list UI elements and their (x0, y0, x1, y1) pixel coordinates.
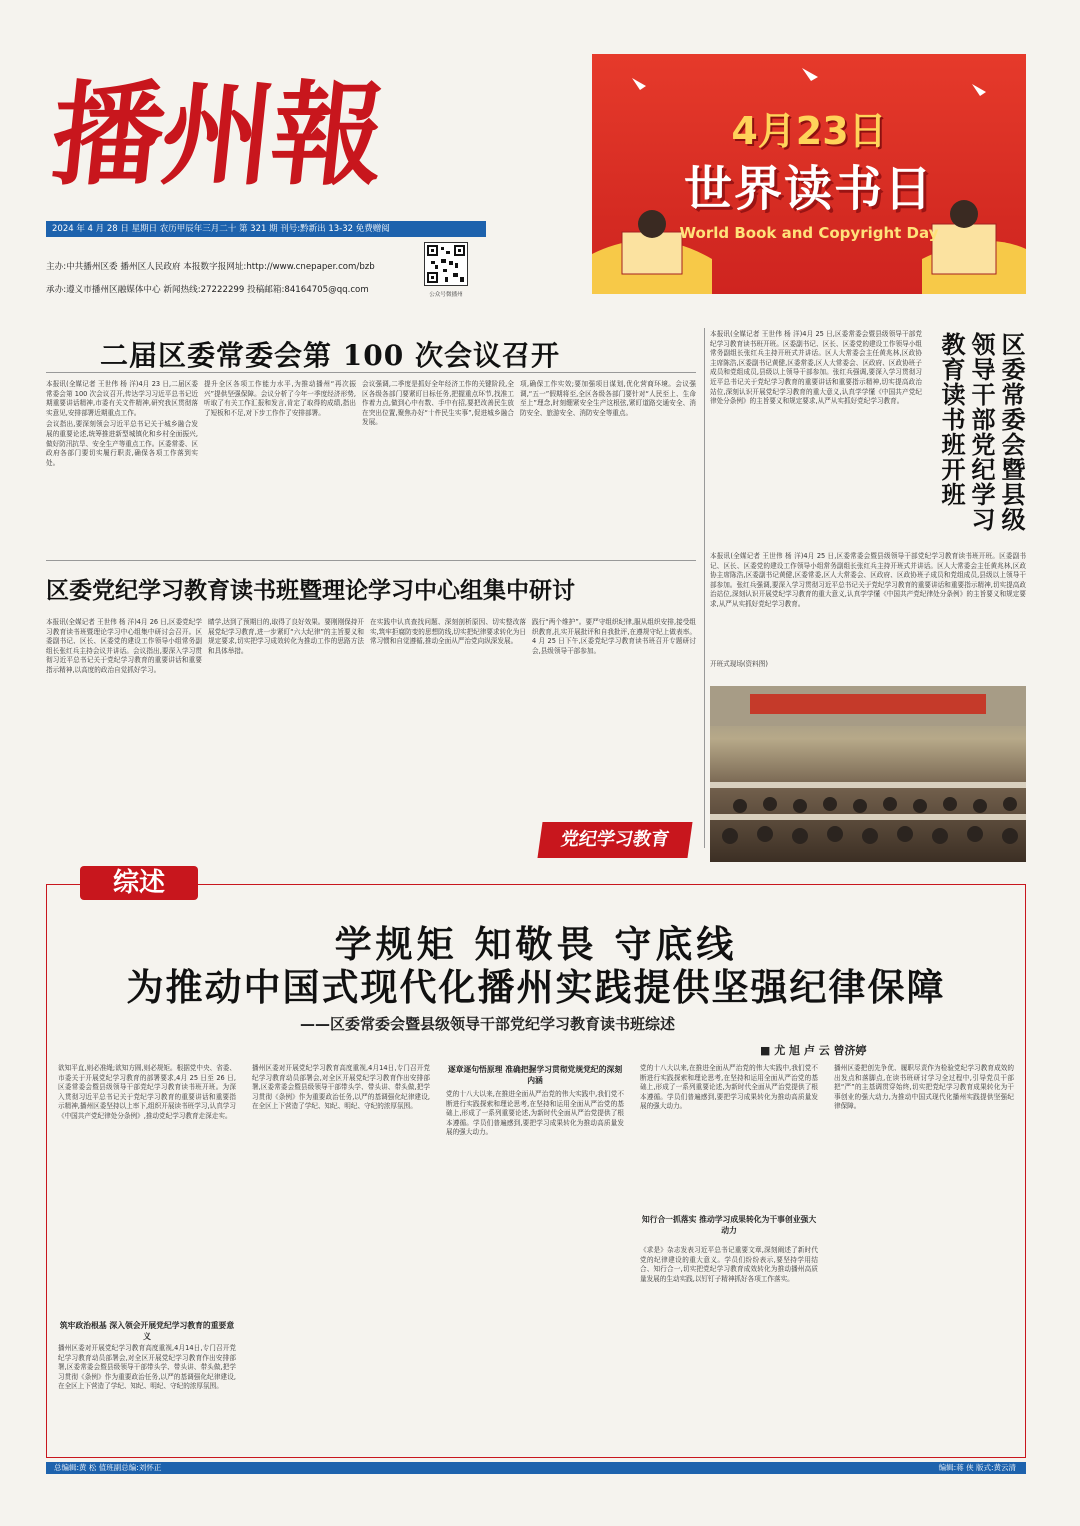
article2-vertical-title: 区委常委会暨县级领导干部党纪学习教育读书班开班 (937, 332, 1026, 532)
article3-col3: 在实践中认真查找问题、深刻剖析原因、切实整改落实,筑牢拒腐防变的思想防线,切实把纪律要求转化为日常习惯和自觉遵循,推动全面从严治党向纵深发展。 (370, 618, 526, 646)
photo-caption: 开班式现场(资料图) (710, 660, 768, 668)
summary-subhead2: 逐章逐句悟原理 准确把握学习贯彻党规党纪的深刻内涵 (447, 1065, 623, 1085)
article3-headline: 区委党纪学习教育读书班暨理论学习中心组集中研讨 (46, 577, 575, 604)
issue-info-bar: 2024 年 4 月 28 日 星期日 农历甲辰年三月二十 第 321 期 刊号:黔新出 13-32 免费赠阅 (46, 221, 486, 237)
summary-byline: ■ 尤 旭 卢 云 曾济婷 (760, 1044, 867, 1057)
summary-tab: 综述 (80, 866, 198, 900)
summary-subtitle: ——区委常委会暨县级领导干部党纪学习教育读书班综述 (300, 1015, 676, 1033)
article2-text-cont: 本报讯(全媒记者 王世伟 杨 洋)4月 25 日,区委常委会暨县级领导干部党纪学习教育读书班开班。区委副书记、区长、区委党的建设工作领导小组常务副组长张红兵主持开班式并讲话。区人大常委会主任黄兆林,区政协主席陈浩,区委副书记黄健,区委常委,区人大常委会、区政府、区政协班子成员和党组成员,县级以上领导干部参加。张红兵强调,要深入学习贯彻习近平总书记关于党纪学习教育的重要讲话和重要指示精神,切实提高政治站位,深刻认识开展党纪学习教育的重大意义,认真学学懂《中国共产党纪律处分条例》的主旨要义和规定要求,从严从实抓好党纪学习教育。 (710, 552, 1026, 608)
footer-bar (46, 1462, 1026, 1474)
article3-col1: 本报讯(全媒记者 王世伟 杨 洋)4月 26 日,区委党纪学习教育读书班暨理论学习中心组集中研讨会召开。区委副书记、区长、区委党的建设工作领导小组常务副组长张红兵主持会议并讲话。会议指出,要深入学习贯彻习近平总书记关于党纪学习教育的重要讲话和重要指示精神,以高度的政治自觉抓好学习。 (46, 618, 202, 674)
article1-headline: 二届区委常委会第 100 次会议召开 (100, 339, 560, 372)
summary-title2: 为推动中国式现代化播州实践提供坚强纪律保障 (126, 965, 946, 1009)
banner-title: 世界读书日 (683, 161, 934, 217)
summary-col5: 播州区委把创先争优、履职尽责作为检验党纪学习教育成效的出发点和落脚点,在读书班研讨学习全过程中,引导党员干部把“严”的主基调贯穿始终,切实把党纪学习教育成果转化为干事创业的强大动力,为推动中国式现代化播州实践提供坚强纪律保障。 (834, 1064, 1014, 1111)
meeting-photo (710, 686, 1026, 862)
summary-col4: 《求是》杂志发表习近平总书记重要文章,深刻阐述了新时代党的纪律建设的重大意义。学员们纷纷表示,要坚持学用结合、知行合一,切实把党纪学习教育成效转化为推动播州高质量发展的生动实践,以钉钉子精神抓好各项工作落实。 (640, 1246, 818, 1283)
divider (46, 560, 696, 561)
meeting-photo-icon (710, 686, 1026, 862)
article1-col1: 本报讯(全媒记者 王世伟 杨 洋)4月 23 日,二届区委常委会第 100 次会议召开,传达学习习近平总书记近期重要讲话精神,市委有关文件精神,研究我区贯彻落实意见,安排部署近期重点工作。 会议指出,要深刻领会习近平总书记关于城乡融合发展的重要论述,统筹推进新型城镇化和乡村全面振兴,做好防汛抗旱、安全生产等重点工作。区委常委、区政府各部门要切实履行职责,确保各项工作落到实处。 (46, 380, 198, 467)
publisher-line: 承办:遵义市播州区融媒体中心 新闻热线:27222299 投稿邮箱:84164705@qq.com (46, 285, 369, 295)
article1-col2: 提升全区各项工作能力水平,为推动播州“再次振兴”提供坚强保障。会议分析了今年一季度经济形势,听取了有关工作汇报和发言,肯定了取得的成绩,指出了短板和不足,对下步工作作了安排部署。 (204, 380, 356, 417)
summary-col2: 播州区委对开展党纪学习教育高度重视,4月14日,专门召开党纪学习教育动员部署会,对全区开展党纪学习教育作出安排部署,区委常委会暨县级领导干部带头学、带头讲、带头做,把学习贯彻《条例》作为重要政治任务,以严的基调强化纪律建设,在全区上下营造了学纪、知纪、明纪、守纪的浓厚氛围。 (252, 1064, 430, 1111)
qr-code-icon (425, 243, 467, 285)
banner-english: World Book and Copyright Day (679, 224, 939, 242)
newspaper-logo: 播州報 (45, 70, 389, 201)
discipline-stamp: 党纪学习教育 (537, 822, 692, 858)
summary-col1b: 播州区委对开展党纪学习教育高度重视,4月14日,专门召开党纪学习教育动员部署会,对全区开展党纪学习教育作出安排部署,区委常委会暨县级领导干部带头学、带头讲、带头做,把学习贯彻《条例》作为重要政治任务,以严的基调强化纪律建设,在全区上下营造了学纪、知纪、明纪、守纪的浓厚氛围。 (58, 1344, 236, 1391)
footer-editors: 总编辑:黄 松 值班副总编:刘怀正 (54, 1463, 162, 1472)
article3-col2: 睛学,达到了预期目的,取得了良好效果。要刚刚保持开展党纪学习教育,进一步紧盯“六大纪律”的主旨要义和规定要求,切实把学习成效转化为推动工作的思路方法和具体举措。 (208, 618, 364, 655)
banner-date: 4月23日 (731, 109, 887, 153)
summary-subhead1: 筑牢政治根基 深入领会开展党纪学习教育的重要意义 (59, 1321, 235, 1341)
summary-col1: 欲知平直,则必准绳;欲知方圆,则必规矩。根据党中央、省委、市委关于开展党纪学习教育的部署要求,4月 25 日至 26 日,区委常委会暨县级领导干部党纪学习教育读书班开班。为深入贯彻习近平总书记关于党纪学习教育的重要讲话和重要指示精神,播州区委坚持以上率下,组织开展读书班学习,认真学习《中国共产党纪律处分条例》,推动党纪学习教育走深走实。 (58, 1064, 236, 1120)
summary-col3: 党的十八大以来,在推进全面从严治党的伟大实践中,我们党不断进行实践探索和理论思考,在坚持和运用全面从严治党的基础上,形成了一系列重要论述,为新时代全面从严治党提供了根本遵循。学员们普遍感到,要把学习成果转化为推动高质量发展的强大动力。 (446, 1090, 624, 1137)
summary-subhead3: 知行合一抓落实 推动学习成果转化为干事创业强大动力 (641, 1215, 817, 1235)
summary-col4a: 党的十八大以来,在推进全面从严治党的伟大实践中,我们党不断进行实践探索和理论思考,在坚持和运用全面从严治党的基础上,形成了一系列重要论述,为新时代全面从严治党提供了根本遵循。学员们普遍感到,要把学习成果转化为推动高质量发展的强大动力。 (640, 1064, 818, 1111)
article1-col4: 项,确保工作实效;要加强项目谋划,优化营商环境。会议强调,“五一”假期将至,全区各级各部门要针对“人民至上、生命至上”理念,时刻绷紧安全生产这根弦,紧盯道路交通安全、消防安全、旅游安全、消防安全等重点。 (520, 380, 696, 417)
sponsor-info (46, 256, 426, 302)
sponsor-line: 主办:中共播州区委 播州区人民政府 本报数字报网址:http://www.cnepaper.com/bzb (46, 262, 375, 272)
article1-col3: 会议强调,二季度是抓好全年经济工作的关键阶段,全区各级各部门要紧盯目标任务,把握重点环节,找准工作着力点,做到心中有数、手中有招,要把改善民生放在突出位置,聚焦办好“十件民生实事”,促进城乡融合发展。 (362, 380, 514, 427)
article2-text: 本报讯(全媒记者 王世伟 杨 洋)4月 25 日,区委常委会暨县级领导干部党纪学习教育读书班开班。区委副书记、区长、区委党的建设工作领导小组常务副组长张红兵主持开班式并讲话。区人大常委会主任黄兆林,区政协主席陈浩,区委副书记黄健,区委常委,区人大常委会、区政府、区政协班子成员和党组成员,县级以上领导干部参加。张红兵强调,要深入学习贯彻习近平总书记关于党纪学习教育的重要讲话和重要指示精神,切实提高政治站位,深刻认识开展党纪学习教育的重大意义,认真学学懂《中国共产党纪律处分条例》的主旨要义和规定要求,从严从实抓好党纪学习教育。 (710, 330, 922, 406)
world-book-day-banner (592, 54, 1026, 294)
article3-col4: 践行“两个维护”。要严守组织纪律,服从组织安排,接受组织教育,扎实开展批评和自我批评,在遵规守纪上做表率。4 月 25 日下午,区委党纪学习教育读书班召开专题研讨会,县级领导干部参加。 (532, 618, 696, 655)
qr-code[interactable] (424, 242, 468, 286)
footer-layout: 编辑:蒋 侠 版式:黄云清 (938, 1463, 1016, 1472)
masthead-logo (45, 66, 482, 216)
qr-caption: 公众号微播州 (429, 292, 463, 298)
summary-title1: 学规矩 知敬畏 守底线 (334, 922, 738, 966)
divider (46, 372, 696, 373)
